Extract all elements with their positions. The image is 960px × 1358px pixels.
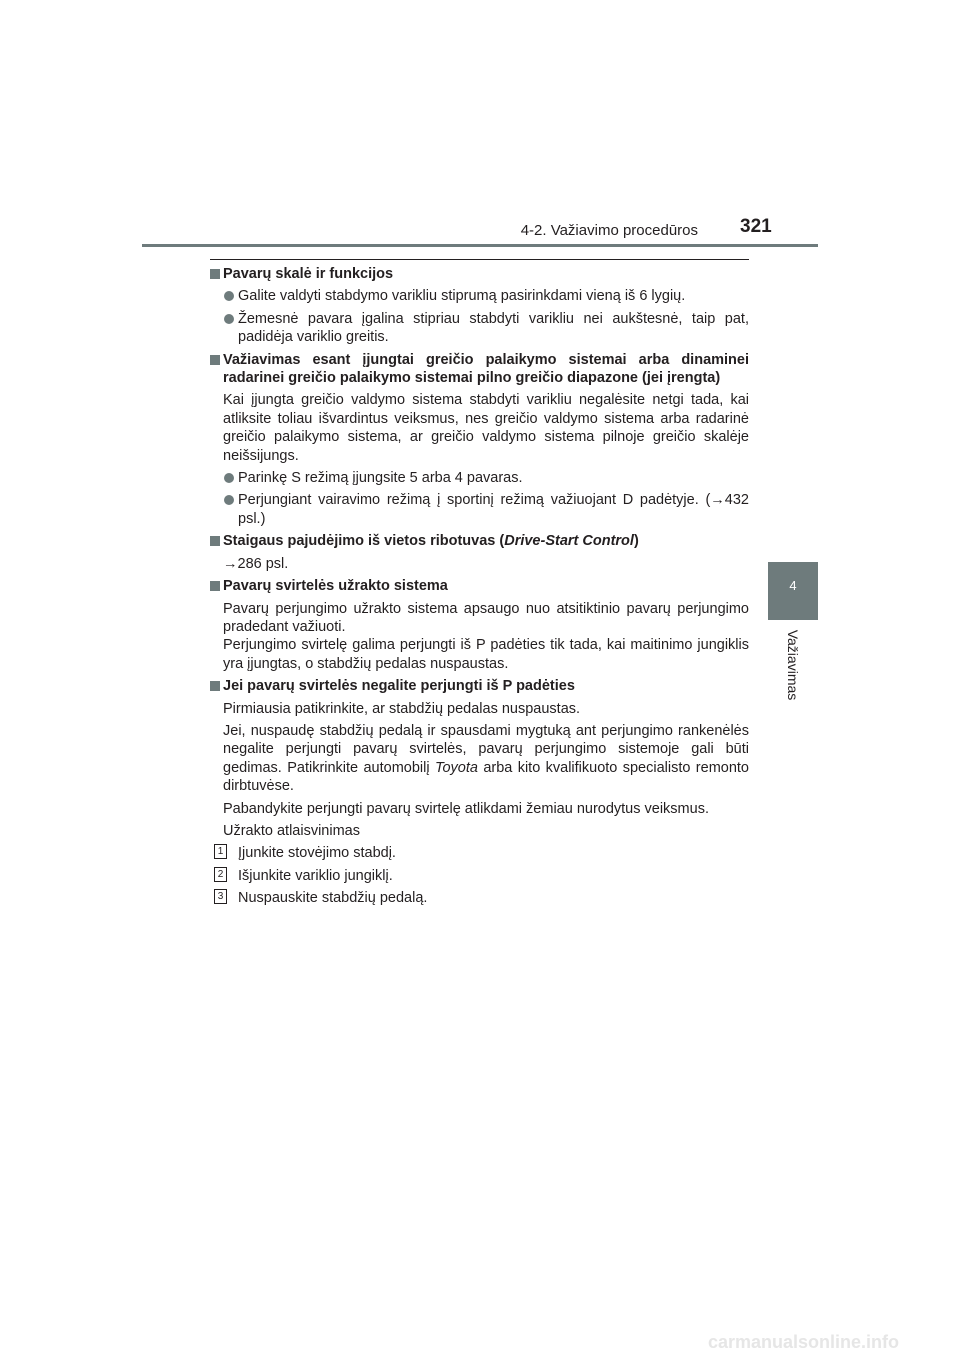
chapter-label: Važiavimas <box>785 629 801 701</box>
square-bullet-icon <box>210 355 220 365</box>
paragraph <box>210 722 749 796</box>
paragraph-text: arba kito kvalifikuoto specialisto remonto dirbtuvėse. <box>223 759 749 795</box>
step-number-badge: 1 <box>214 844 227 859</box>
bullet-text: Parinkę S režimą įjungsite 5 arba 4 pavaras. <box>238 470 523 487</box>
step-number-badge: 3 <box>214 889 227 904</box>
square-bullet-icon <box>210 536 220 546</box>
square-bullet-icon <box>210 581 220 591</box>
section-heading-text: Pavarų skalė ir funkcijos <box>223 266 394 282</box>
section-heading <box>210 351 749 388</box>
header-rule <box>142 244 818 247</box>
section-heading-text-italic: Drive-Start Control <box>504 533 634 550</box>
bullet-item <box>210 469 749 487</box>
circle-bullet-icon <box>224 314 234 324</box>
square-bullet-icon <box>210 269 220 279</box>
section-heading <box>210 532 749 550</box>
bullet-item <box>210 491 749 528</box>
page-number: 321 <box>740 216 772 237</box>
bullet-item <box>210 287 749 305</box>
paragraph: Užrakto atlaisvinimas <box>223 822 360 839</box>
step-text: Išjunkite variklio jungiklį. <box>238 867 393 884</box>
page-content <box>210 265 749 912</box>
paragraph-text: Jei, nuspaudę stabdžių pedalą ir spausdami mygtuką ant perjungimo rankenėlės negalite perjungti pavarų svirtelės, pavarų perjungimo sistemoje gali būti gedimas. Patikrinkite automobilį <box>223 722 749 776</box>
section-heading-text-prefix: Staigaus pajudėjimo iš vietos ribotuvas ( <box>223 533 505 550</box>
circle-bullet-icon <box>224 473 234 483</box>
section-heading <box>210 577 749 595</box>
paragraph: Pabandykite perjungti pavarų svirtelę atlikdami žemiau nurodytus veiksmus. <box>223 800 709 817</box>
section-heading-text: Pavarų svirtelės užrakto sistema <box>223 578 448 595</box>
step-item <box>210 844 749 862</box>
bullet-text: Galite valdyti stabdymo varikliu stiprumą pasirinkdami vieną iš 6 lygių. <box>238 288 686 305</box>
chapter-tab: 4 <box>768 562 818 620</box>
watermark: carmanualsonline.info <box>708 1332 900 1352</box>
paragraph: Perjungimo svirtelę galima perjungti iš P padėties tik tada, kai maitinimo jungiklis yra įjungtas, o stabdžių pedalas nuspaustas. <box>223 637 749 672</box>
header-section-title: 4-2. Važiavimo procedūros <box>520 222 698 239</box>
bullet-text: Perjungiant vairavimo režimą į sportinį režimą važiuojant D padėtyje. (→432 psl.) <box>238 492 749 527</box>
section-heading <box>210 677 749 695</box>
paragraph: Pirmiausia patikrinkite, ar stabdžių pedalas nuspaustas. <box>223 700 581 717</box>
page-reference: →286 psl. <box>223 555 289 572</box>
step-item <box>210 867 749 885</box>
step-item <box>210 889 749 907</box>
circle-bullet-icon <box>224 291 234 301</box>
square-bullet-icon <box>210 681 220 691</box>
section-heading-text: Jei pavarų svirtelės negalite perjungti iš P padėties <box>223 678 575 695</box>
brand-name: Toyota <box>434 759 478 776</box>
bullet-text: Žemesnė pavara įgalina stipriau stabdyti varikliu nei aukštesnė, taip pat, padidėja variklio greitis. <box>238 310 749 346</box>
bullet-item <box>210 310 749 347</box>
circle-bullet-icon <box>224 495 234 505</box>
section-heading <box>210 265 749 283</box>
section-heading-text-suffix: ) <box>633 533 639 550</box>
step-text: Nuspauskite stabdžių pedalą. <box>238 890 428 907</box>
step-text: Įjunkite stovėjimo stabdį. <box>238 845 396 862</box>
content-top-rule <box>210 259 749 260</box>
step-number-badge: 2 <box>214 867 227 882</box>
paragraph: Kai įjungta greičio valdymo sistema stabdyti varikliu negalėsite netgi tada, kai atliksite toliau išvardintus veiksmus, nes greičio valdymo sistema arba radarinė greičio palaikymo sistema, ar greičio valdymo sistema pilnoje greičio skalėje neišsijungs. <box>223 392 749 464</box>
paragraph: Pavarų perjungimo užrakto sistema apsaugo nuo atsitiktinio pavarų perjungimo pradedant važiuoti. <box>223 600 749 635</box>
section-heading-text: Važiavimas esant įjungtai greičio palaikymo sistemai arba dinaminei radarinei greičio palaikymo sistemai pilno greičio diapazone (jei įrengta) <box>223 351 749 387</box>
